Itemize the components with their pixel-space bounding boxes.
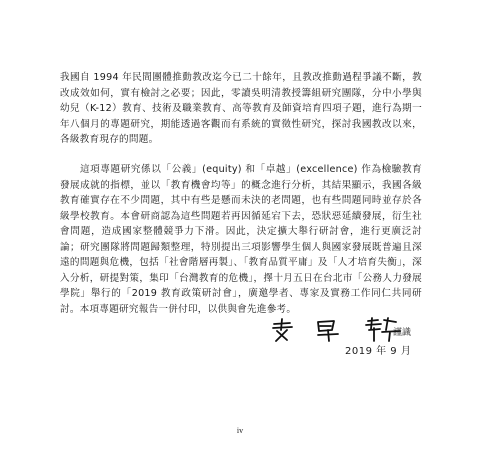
page-number: iv [236,426,244,435]
document-date: 2019 年 9 月 [345,346,412,357]
signature-title: 謹識 [393,328,412,338]
preface-paragraph-1: 我國自 1994 年民間團體推動教改迄今已二十餘年，且教改推動過程爭議不斷，教改成效如何，實有檢討之必要；因此，零讀吳明清教授籌組研究團隊，分中小學與幼兒（K-12）教育、技術及職業教育、高等教育及師資培育四項子題，進行為期一年八個月的專題研究，期能透過客觀而有系統的實徵性研究，探討我國教改以來，各級教育現存的問題。 [60,72,422,145]
preface-paragraph-2: 這項專題研究係以「公義」(equity) 和「卓越」(excellence) 作為檢驗教育發展成就的指標，並以「教育機會均等」的概念進行分析，其結果顯示，我國各級教育確實存在不少問題，其中有些是懸而未決的老問題，也有些問題同時並存於各級學校教育。本會研商認為這些問題若再因循延宕下去，恐狀惡延續發展，衍生社會問題，造成國家整體競爭力下滑。因此，決定擴大舉行研討會，進行更廣泛討論；研究團隊將問題歸類整理，特別提出三項影響學生個人與國家發展既普遍且深遠的問題與危機，包括「社會階層再製」、「教育品質平庸」及「人才培育失衡」，深入分析，研提對策，集印「台灣教育的危機」，擇十月五日在台北市「公務人力發展學院」舉行的「2019 教育政策研討會」，廣邀學者、專家及實務工作同仁共同研討。本項專題研究報告一併付印，以供與會先進參考。 [60,164,422,315]
